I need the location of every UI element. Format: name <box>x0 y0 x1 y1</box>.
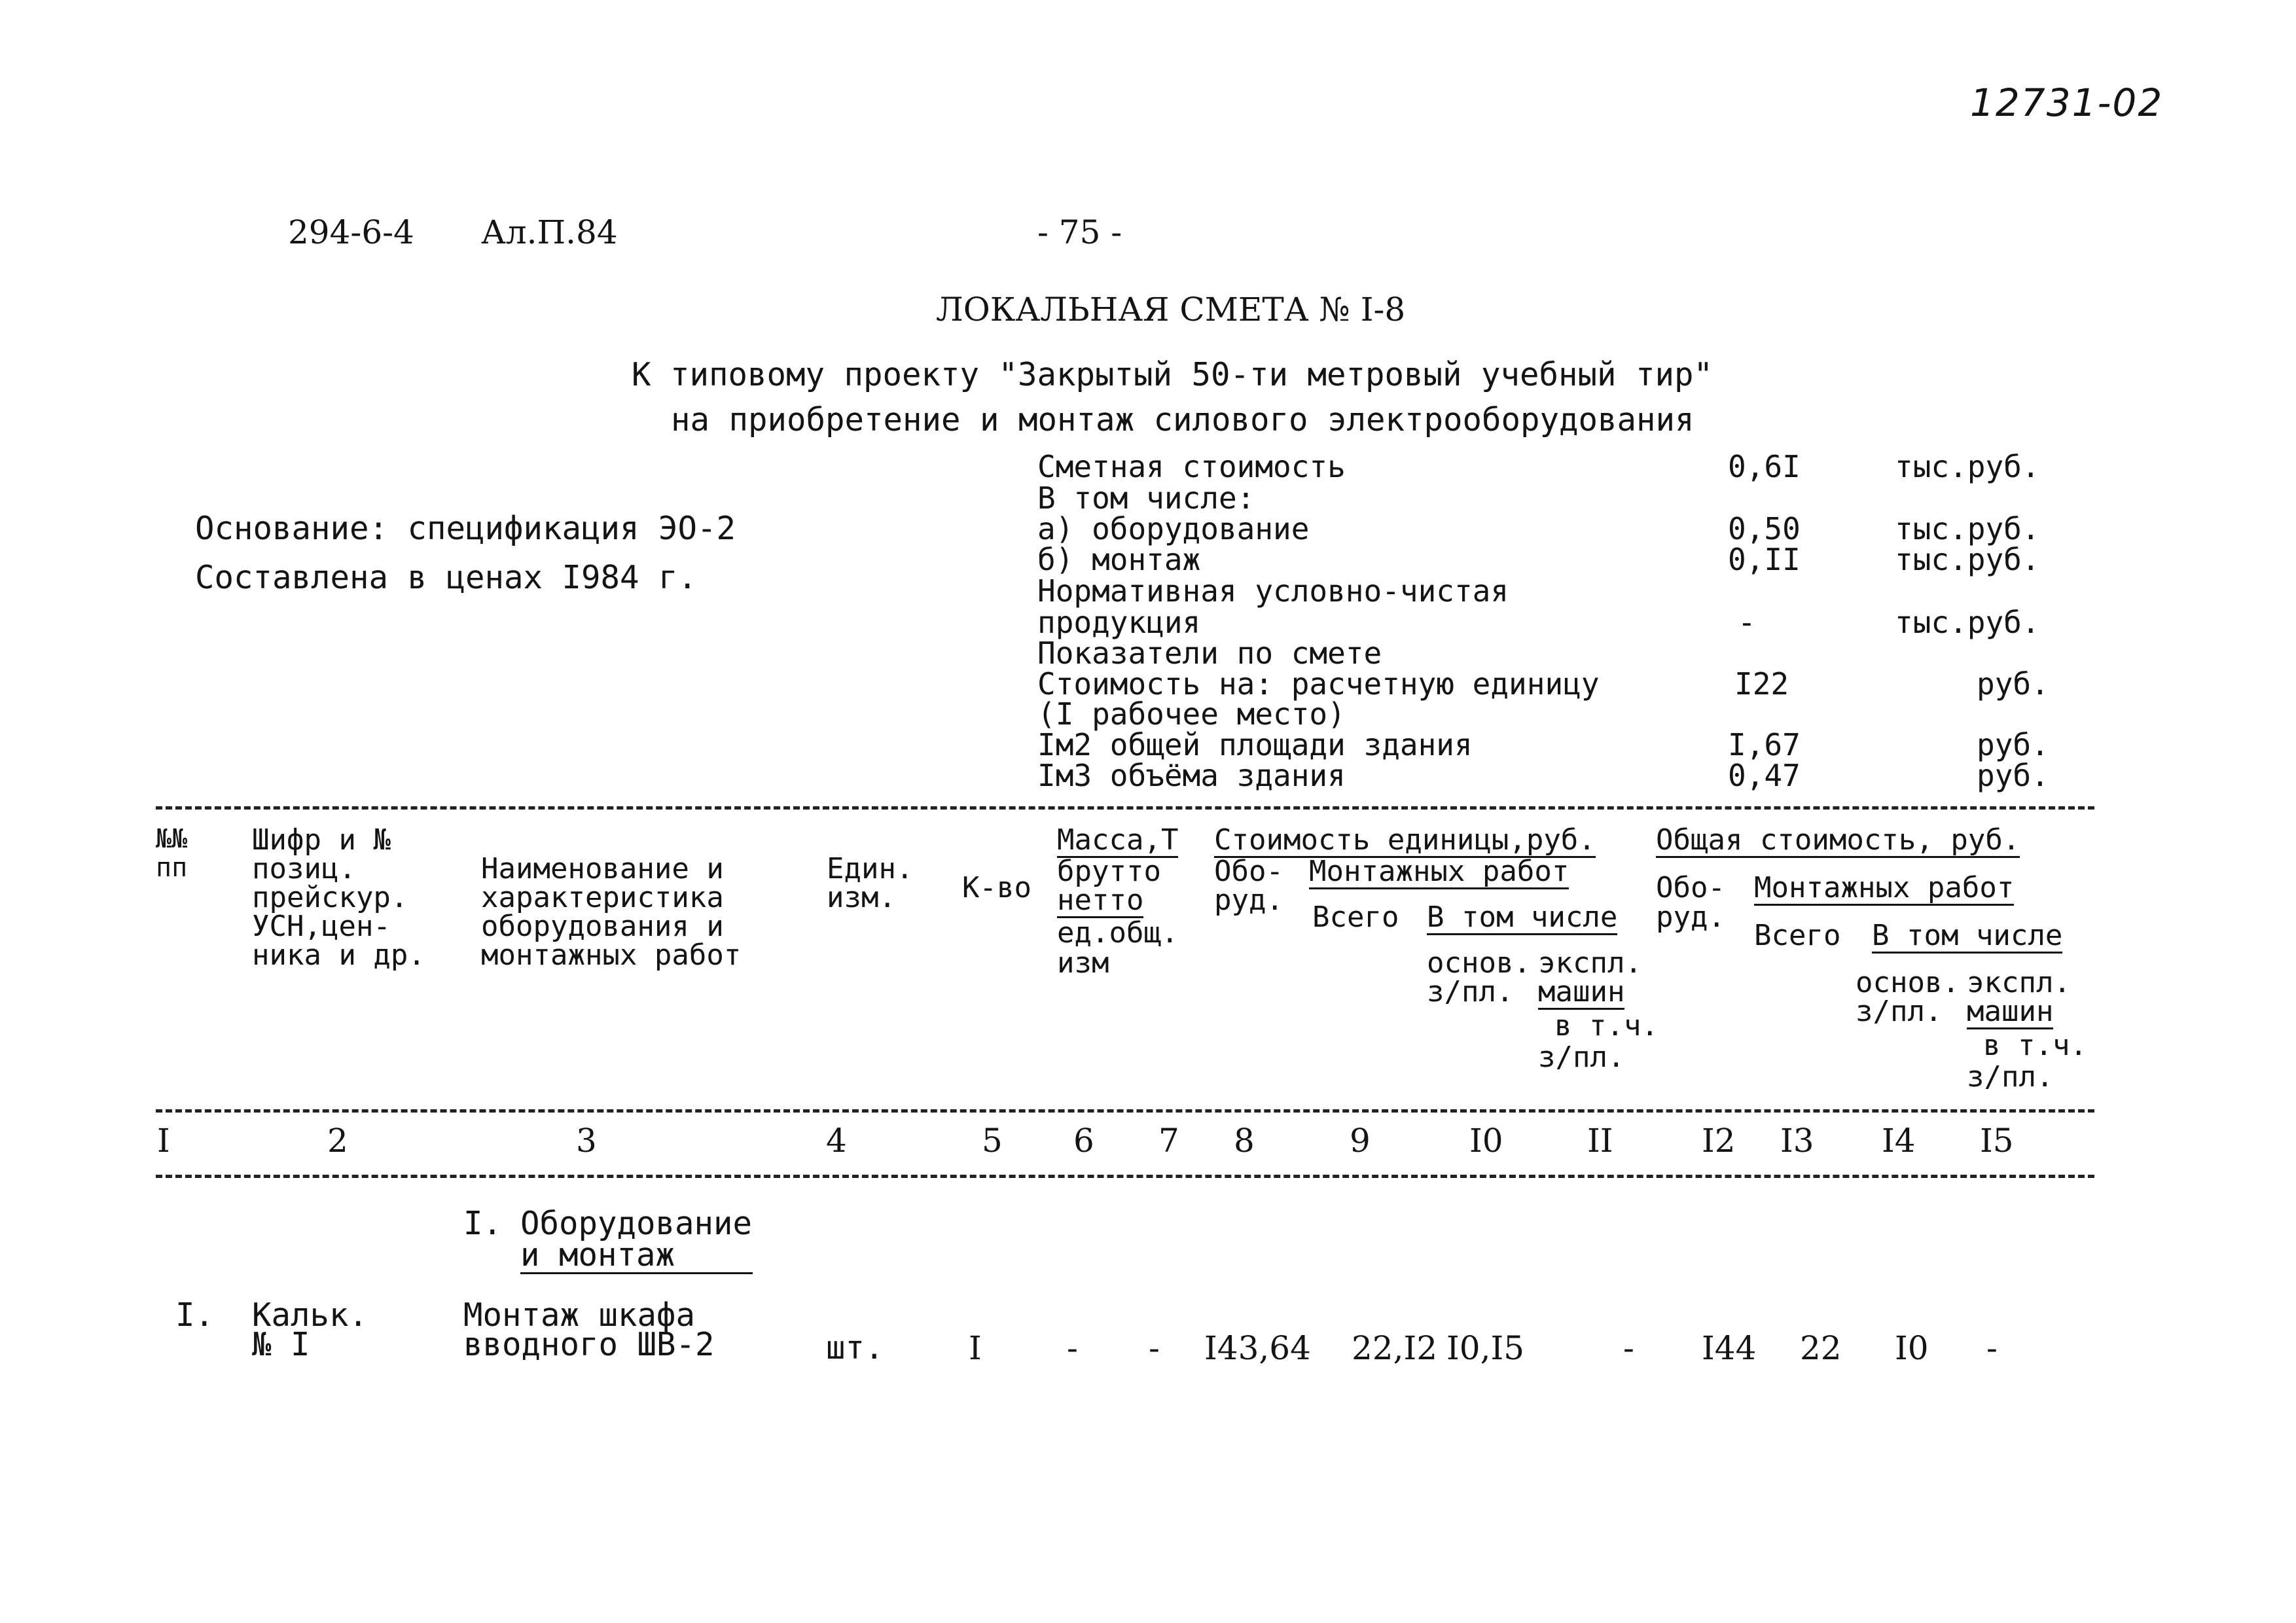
unit-equipment-header: руд. <box>1214 883 1283 917</box>
total-equipment-header: руд. <box>1656 901 1725 934</box>
row-name: Монтаж шкафа <box>463 1296 696 1334</box>
unit-machines-header: в т.ч. <box>1554 1009 1659 1043</box>
name-header: оборудования и <box>481 910 724 943</box>
header-bottom-rule <box>156 1109 2094 1113</box>
row-code: № I <box>252 1326 310 1363</box>
mass-unit-header: ед.общ. <box>1057 916 1179 950</box>
summary-label: Iм2 общей площади здания <box>1037 727 1473 762</box>
total-basic-wage-header: з/пл. <box>1856 995 1943 1028</box>
row-code: Кальк. <box>252 1296 368 1334</box>
unit-machines-header: машин <box>1538 975 1625 1008</box>
column-number: I3 <box>1780 1122 1814 1160</box>
total-machines-header: з/пл. <box>1967 1060 2054 1094</box>
summary-unit: тыс.руб. <box>1895 511 2040 546</box>
name-header: Наименование и <box>481 852 724 885</box>
document-title: ЛОКАЛЬНАЯ СМЕТА № I-8 <box>936 291 1406 329</box>
summary-label: Показатели по смете <box>1037 635 1382 671</box>
section-number: I. <box>463 1205 503 1242</box>
row-unit-install-total: 22,I2 <box>1352 1329 1438 1367</box>
column-number: 3 <box>576 1122 597 1160</box>
code-header: ника и др. <box>252 938 425 972</box>
total-machines-header: в т.ч. <box>1983 1029 2087 1062</box>
basis-line: Основание: спецификация ЭО-2 <box>195 510 736 547</box>
row-number-header: пп <box>156 853 188 883</box>
unit-total-header: Всего <box>1312 901 1399 934</box>
summary-unit: тыс.руб. <box>1895 605 2040 640</box>
row-number-header: №№ <box>156 824 188 854</box>
column-numbers-rule <box>156 1175 2094 1178</box>
section-title: Оборудование <box>520 1205 753 1242</box>
total-cost-header: Общая стоимость, руб. <box>1656 823 2020 857</box>
column-number: 4 <box>826 1122 847 1160</box>
summary-value: I22 <box>1734 666 1789 702</box>
album-number: Ал.П.84 <box>481 213 618 251</box>
row-quantity: I <box>969 1329 982 1367</box>
row-unit: шт. <box>826 1329 884 1366</box>
summary-unit: тыс.руб. <box>1895 542 2040 577</box>
summary-unit: руб. <box>1977 758 2049 793</box>
row-unit-machines: - <box>1623 1329 1634 1367</box>
row-total-basic-wage: I0 <box>1895 1329 1929 1367</box>
series-number: 294-6-4 <box>288 213 414 251</box>
name-header: монтажных работ <box>481 938 742 972</box>
column-number: I <box>157 1122 170 1160</box>
summary-label: Сметная стоимость <box>1037 449 1346 484</box>
unit-header: изм. <box>827 881 896 914</box>
price-level-line: Составлена в ценах I984 г. <box>195 559 698 596</box>
unit-header: Един. <box>827 852 914 885</box>
column-number: I2 <box>1702 1122 1736 1160</box>
unit-machines-header: з/пл. <box>1538 1041 1625 1074</box>
column-number: 9 <box>1350 1122 1371 1160</box>
unit-equipment-header: Обо- <box>1214 855 1283 888</box>
page-number: - 75 - <box>1037 213 1122 251</box>
column-number: I4 <box>1882 1122 1916 1160</box>
column-number: 2 <box>327 1122 348 1160</box>
unit-basic-wage-header: основ. <box>1427 946 1531 980</box>
column-number: II <box>1587 1122 1613 1160</box>
summary-unit: руб. <box>1977 666 2049 702</box>
column-number: I0 <box>1469 1122 1503 1160</box>
row-number: I. <box>175 1296 215 1334</box>
unit-basic-wage-header: з/пл. <box>1427 975 1514 1008</box>
scope-subtitle: на приобретение и монтаж силового электрооборудования <box>671 401 1695 438</box>
total-including-header: В том числе <box>1872 919 2063 952</box>
row-mass-net: - <box>1149 1329 1160 1367</box>
column-number: 7 <box>1158 1122 1179 1160</box>
name-header: характеристика <box>481 881 724 914</box>
summary-unit: тыс.руб. <box>1895 449 2040 484</box>
summary-value: I,67 <box>1728 727 1801 762</box>
summary-label: продукция <box>1037 605 1201 640</box>
summary-value: 0,6I <box>1728 449 1801 484</box>
row-name: вводного ШВ-2 <box>463 1326 715 1363</box>
row-total-equipment: I44 <box>1702 1329 1757 1367</box>
unit-including-header: В том числе <box>1427 901 1618 934</box>
column-number: I5 <box>1980 1122 2014 1160</box>
mass-net-header: нетто <box>1057 883 1144 917</box>
unit-install-header: Монтажных работ <box>1309 855 1570 888</box>
total-total-header: Всего <box>1754 919 1841 952</box>
summary-value: - <box>1738 605 1756 640</box>
table-top-rule <box>156 806 2094 810</box>
total-equipment-header: Обо- <box>1656 871 1725 904</box>
row-unit-basic-wage: I0,I5 <box>1446 1329 1525 1367</box>
unit-cost-header: Стоимость единицы,руб. <box>1214 823 1596 857</box>
row-mass-gross: - <box>1067 1329 1078 1367</box>
summary-label: б) монтаж <box>1037 542 1201 577</box>
column-number: 8 <box>1234 1122 1255 1160</box>
mass-gross-header: брутто <box>1057 855 1161 888</box>
code-header: Шифр и № <box>252 823 391 857</box>
summary-label: Стоимость на: расчетную единицу <box>1037 666 1600 702</box>
total-basic-wage-header: основ. <box>1856 966 1960 999</box>
total-machines-header: экспл. <box>1967 966 2071 999</box>
row-total-machines: - <box>1986 1329 1998 1367</box>
code-header: УСН,цен- <box>252 910 391 943</box>
total-install-header: Монтажных работ <box>1754 871 2015 904</box>
column-number: 5 <box>982 1122 1003 1160</box>
summary-unit: руб. <box>1977 727 2049 762</box>
document-code: 12731-02 <box>1970 80 2164 125</box>
project-subtitle: К типовому проекту "Закрытый 50-ти метровый учебный тир" <box>632 356 1713 393</box>
summary-value: 0,II <box>1728 542 1801 577</box>
summary-label: В том числе: <box>1037 480 1255 516</box>
row-total-install: 22 <box>1800 1329 1842 1367</box>
code-header: позиц. <box>252 852 356 885</box>
section-title: и монтаж <box>520 1239 753 1274</box>
code-header: прейскур. <box>252 881 408 914</box>
unit-machines-header: экспл. <box>1538 946 1642 980</box>
total-machines-header: машин <box>1967 995 2054 1028</box>
mass-header: Масса,Т <box>1057 823 1179 857</box>
summary-label: Iм3 объёма здания <box>1037 758 1346 793</box>
summary-label: Нормативная условно-чистая <box>1037 573 1509 609</box>
row-unit-equipment: I43,64 <box>1204 1329 1311 1367</box>
column-number: 6 <box>1073 1122 1094 1160</box>
quantity-header: К-во <box>962 871 1031 904</box>
summary-value: 0,47 <box>1728 758 1801 793</box>
summary-value: 0,50 <box>1728 511 1801 546</box>
summary-label: а) оборудование <box>1037 511 1310 546</box>
mass-unit-header: изм <box>1057 946 1109 980</box>
summary-label: (I рабочее место) <box>1037 696 1346 732</box>
